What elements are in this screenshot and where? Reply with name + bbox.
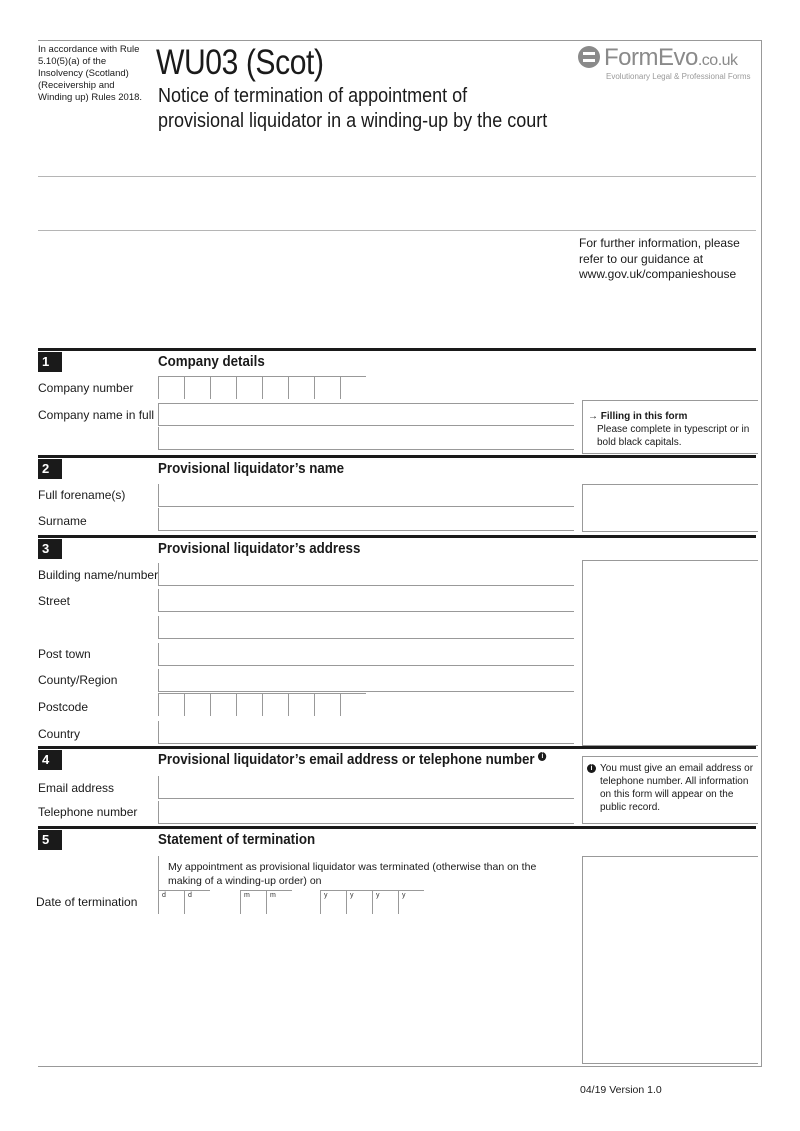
postcode-boxes[interactable] (158, 693, 366, 716)
company-name-field-line-2[interactable] (158, 427, 574, 450)
building-label: Building name/number (38, 568, 159, 582)
day-box[interactable]: d (158, 890, 184, 914)
date-of-termination-label: Date of termination (36, 895, 138, 909)
section-3-title: Provisional liquidator’s address (158, 541, 361, 557)
street-field-line-1[interactable] (158, 589, 574, 612)
section-2-title: Provisional liquidator’s name (158, 461, 345, 477)
divider (38, 176, 756, 177)
char-box[interactable] (184, 693, 210, 716)
company-number-label: Company number (38, 381, 134, 395)
char-box[interactable] (314, 376, 340, 399)
info-circle-icon: i (587, 764, 596, 773)
char-box[interactable] (236, 693, 262, 716)
company-number-boxes[interactable] (158, 376, 366, 399)
surname-label: Surname (38, 514, 87, 528)
version-label: 04/19 Version 1.0 (580, 1084, 662, 1096)
section-2-bar (38, 455, 756, 458)
termination-statement: My appointment as provisional liquidator was terminated (otherwise than on the making of a winding-up order) on (168, 861, 537, 887)
char-box[interactable] (340, 376, 366, 399)
char-box[interactable] (210, 693, 236, 716)
post-town-field[interactable] (158, 643, 574, 666)
telephone-field[interactable] (158, 801, 574, 824)
section-3-number: 3 (38, 539, 62, 559)
logo-tagline: Evolutionary Legal & Professional Forms (606, 72, 751, 81)
year-box[interactable]: y (346, 890, 372, 914)
side-panel (582, 484, 758, 532)
section-5-bar (38, 826, 756, 829)
section-3-bar (38, 535, 756, 538)
arrow-right-icon: → (588, 411, 601, 422)
section-1-bar (38, 348, 756, 351)
formevo-logo (578, 44, 758, 84)
char-box[interactable] (340, 693, 366, 716)
county-label: County/Region (38, 673, 118, 687)
char-box[interactable] (262, 376, 288, 399)
statement-border (158, 856, 159, 890)
side-panel (582, 560, 758, 746)
char-box[interactable] (210, 376, 236, 399)
char-box[interactable] (184, 376, 210, 399)
section-4-title-text: Provisional liquidator’s email address or telephone number (158, 752, 535, 768)
section-4-bar (38, 746, 756, 749)
formevo-logo-mark-icon (578, 46, 600, 68)
logo-brand: FormEvo (604, 44, 698, 71)
section-4-number: 4 (38, 750, 62, 770)
building-field[interactable] (158, 563, 574, 586)
char-box[interactable] (236, 376, 262, 399)
section-1-number: 1 (38, 352, 62, 372)
logo-tld: .co.uk (697, 52, 738, 69)
info-circle-icon: i (538, 752, 546, 761)
further-info: For further information, please refer to our guidance at www.gov.uk/companieshouse (579, 236, 740, 281)
char-box[interactable] (158, 376, 184, 399)
month-box[interactable]: m (240, 890, 266, 914)
email-label: Email address (38, 781, 115, 795)
country-label: Country (38, 727, 81, 741)
company-name-field-line-1[interactable] (158, 403, 574, 426)
char-box[interactable] (314, 693, 340, 716)
filling-note-head: Filling in this form (600, 411, 688, 422)
section-4-title (158, 750, 547, 770)
day-box[interactable]: d (184, 890, 210, 914)
country-field[interactable] (158, 721, 574, 744)
section-1-title: Company details (158, 354, 265, 370)
street-field-line-2[interactable] (158, 616, 574, 639)
surname-field[interactable] (158, 508, 574, 531)
county-field[interactable] (158, 669, 574, 692)
side-panel (582, 856, 758, 1064)
date-year-boxes[interactable] (320, 890, 424, 914)
char-box[interactable] (158, 693, 184, 716)
forenames-label: Full forename(s) (38, 488, 126, 502)
form-title: Notice of termination of appointment of provisional liquidator in a winding-up by the court (158, 85, 548, 132)
year-box[interactable]: y (372, 890, 398, 914)
char-box[interactable] (288, 376, 314, 399)
year-box[interactable]: y (398, 890, 424, 914)
logo-text (604, 44, 738, 75)
company-name-label: Company name in full (38, 408, 155, 422)
year-box[interactable]: y (320, 890, 346, 914)
filling-note-body: Please complete in typescript or in bold black capitals. (597, 424, 750, 448)
date-month-boxes[interactable] (240, 890, 292, 914)
post-town-label: Post town (38, 647, 91, 661)
rule-note: In accordance with Rule 5.10(5)(a) of the Insolvency (Scotland) (Receivership and Winding up) Rules 2018. (38, 44, 143, 103)
form-code: WU03 (Scot) (156, 43, 324, 82)
section-2-number: 2 (38, 459, 62, 479)
section-5-number: 5 (38, 830, 62, 850)
postcode-label: Postcode (38, 700, 89, 714)
section-5-title: Statement of termination (158, 832, 316, 848)
date-day-boxes[interactable] (158, 890, 210, 914)
telephone-label: Telephone number (38, 805, 138, 819)
street-label: Street (38, 594, 71, 608)
month-box[interactable]: m (266, 890, 292, 914)
filling-note (588, 410, 756, 449)
divider (38, 230, 756, 231)
email-field[interactable] (158, 776, 574, 799)
forenames-field[interactable] (158, 484, 574, 507)
contact-note-body: You must give an email address or telephone number. All information on this form will appear on the public record. (600, 763, 754, 813)
char-box[interactable] (262, 693, 288, 716)
char-box[interactable] (288, 693, 314, 716)
contact-note (587, 762, 755, 814)
